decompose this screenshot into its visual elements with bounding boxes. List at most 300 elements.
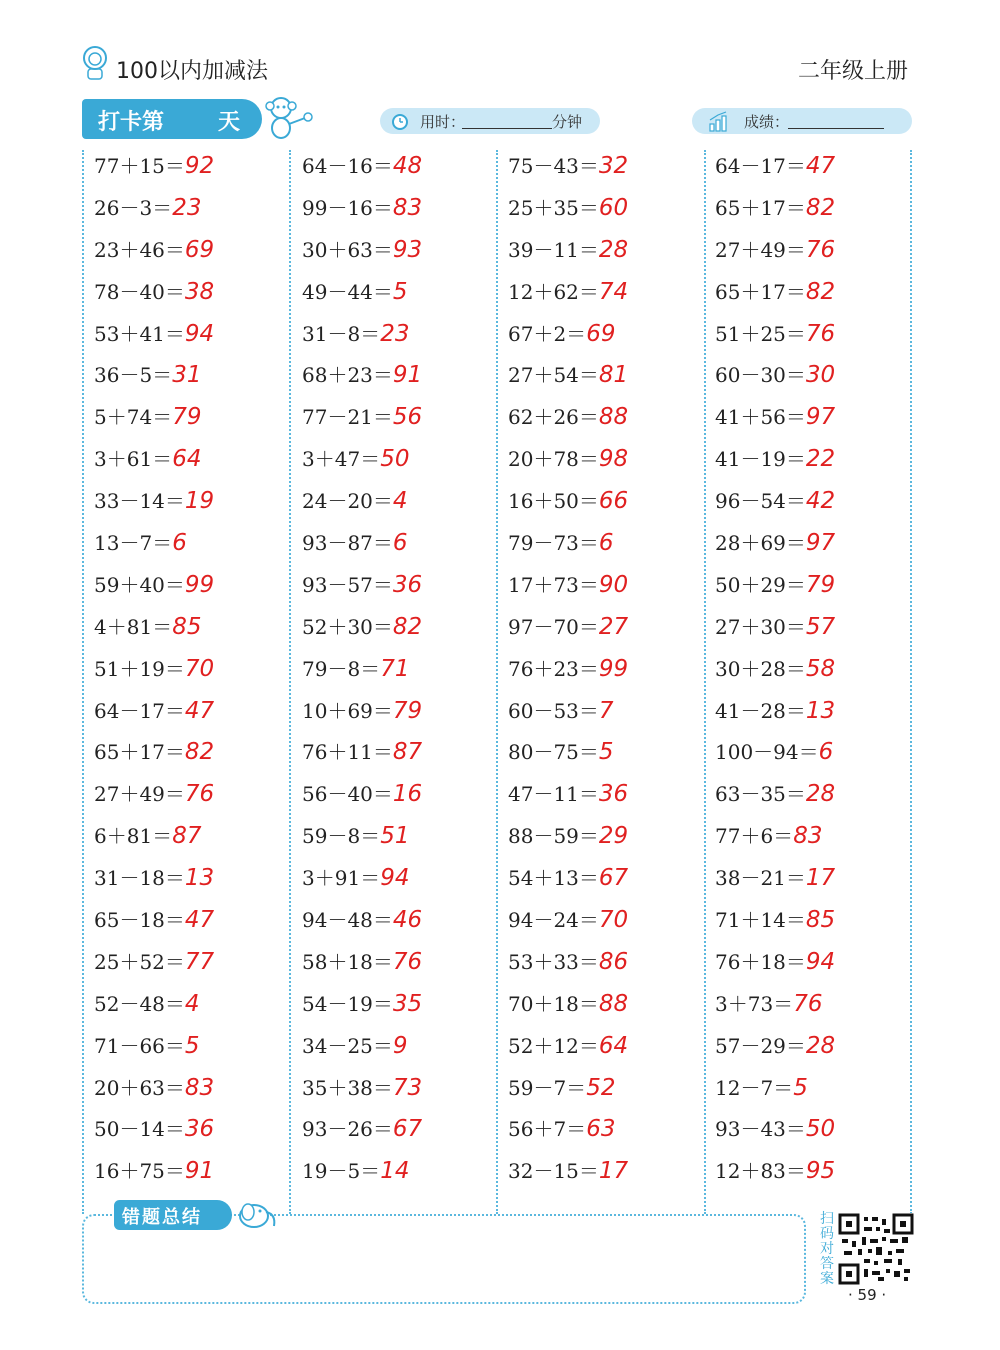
handwritten-answer: 6 bbox=[598, 530, 614, 557]
handwritten-answer: 97 bbox=[805, 530, 836, 557]
problem-equation: 35＋38＝ bbox=[302, 1075, 393, 1100]
problem-row bbox=[715, 355, 915, 397]
problem-equation: 94－48＝ bbox=[302, 908, 393, 933]
handwritten-answer: 50 bbox=[380, 446, 410, 473]
problem-equation: 27＋49＝ bbox=[715, 237, 806, 262]
problem-equation: 20＋63＝ bbox=[94, 1075, 185, 1100]
grade-label: 二年级上册 bbox=[797, 59, 908, 84]
problem-row bbox=[94, 439, 294, 481]
handwritten-answer: 28 bbox=[598, 236, 629, 263]
problem-row bbox=[508, 481, 708, 523]
problem-row bbox=[715, 314, 915, 356]
problem-row bbox=[508, 355, 708, 397]
problem-row bbox=[302, 816, 502, 858]
problem-equation: 3＋61＝ bbox=[94, 447, 173, 472]
problem-column-4 bbox=[715, 146, 915, 1193]
handwritten-answer: 60 bbox=[598, 194, 629, 221]
problem-row bbox=[508, 272, 708, 314]
problem-equation: 12－7＝ bbox=[715, 1075, 794, 1100]
problem-equation: 13－7＝ bbox=[94, 531, 173, 556]
problem-equation: 76＋18＝ bbox=[715, 949, 806, 974]
problem-row bbox=[715, 272, 915, 314]
handwritten-answer: 91 bbox=[392, 362, 423, 389]
book-title: 100以内加减法 bbox=[116, 59, 268, 84]
handwritten-answer: 6 bbox=[172, 530, 187, 557]
problem-column-1 bbox=[94, 146, 294, 1193]
checkin-banner bbox=[82, 99, 262, 139]
problem-equation: 3＋91＝ bbox=[302, 866, 381, 891]
problem-equation: 3＋73＝ bbox=[715, 991, 794, 1016]
problem-row bbox=[302, 649, 502, 691]
problem-equation: 68＋23＝ bbox=[302, 363, 393, 388]
handwritten-answer: 88 bbox=[598, 990, 629, 1017]
handwritten-answer: 4 bbox=[184, 990, 200, 1017]
handwritten-answer: 31 bbox=[172, 362, 202, 389]
problem-equation: 3＋47＝ bbox=[302, 447, 381, 472]
handwritten-answer: 92 bbox=[184, 153, 215, 179]
problem-row bbox=[302, 732, 502, 774]
handwritten-answer: 28 bbox=[805, 781, 836, 808]
problem-equation: 50－14＝ bbox=[94, 1117, 185, 1142]
handwritten-answer: 13 bbox=[805, 697, 836, 724]
handwritten-answer: 67 bbox=[598, 865, 629, 892]
handwritten-answer: 94 bbox=[805, 948, 836, 975]
problem-row bbox=[302, 1068, 502, 1110]
problem-equation: 59－7＝ bbox=[508, 1075, 587, 1100]
handwritten-answer: 19 bbox=[184, 488, 215, 515]
handwritten-answer: 7 bbox=[598, 697, 614, 724]
problem-row bbox=[715, 607, 915, 649]
problem-row bbox=[94, 984, 294, 1026]
problem-row bbox=[715, 1151, 915, 1193]
page-number: · 59 · bbox=[848, 1286, 887, 1304]
problem-row bbox=[715, 230, 915, 272]
handwritten-answer: 74 bbox=[598, 278, 629, 305]
score-label: 成绩： bbox=[744, 113, 790, 131]
problem-equation: 38－21＝ bbox=[715, 866, 806, 891]
handwritten-answer: 94 bbox=[184, 320, 215, 347]
handwritten-answer: 5 bbox=[598, 739, 614, 766]
problem-equation: 71＋14＝ bbox=[715, 908, 806, 933]
problem-row bbox=[94, 1109, 294, 1151]
handwritten-answer: 88 bbox=[598, 404, 629, 431]
problem-row bbox=[302, 607, 502, 649]
problem-equation: 60－30＝ bbox=[715, 363, 806, 388]
time-unit: 分钟 bbox=[552, 113, 583, 131]
handwritten-answer: 23 bbox=[380, 320, 410, 347]
problem-row bbox=[508, 1026, 708, 1068]
problem-row bbox=[508, 439, 708, 481]
problem-row bbox=[508, 1068, 708, 1110]
handwritten-answer: 71 bbox=[380, 655, 410, 682]
handwritten-answer: 35 bbox=[392, 990, 423, 1017]
handwritten-answer: 66 bbox=[598, 488, 629, 515]
problem-row bbox=[715, 649, 915, 691]
problem-equation: 17＋73＝ bbox=[508, 572, 599, 597]
problem-equation: 24－20＝ bbox=[302, 489, 393, 514]
problem-equation: 52＋30＝ bbox=[302, 614, 393, 639]
alarm-clock-icon bbox=[390, 111, 410, 131]
problem-row bbox=[508, 984, 708, 1026]
handwritten-answer: 50 bbox=[805, 1116, 836, 1143]
problem-row bbox=[508, 649, 708, 691]
problem-equation: 56－40＝ bbox=[302, 782, 393, 807]
problem-equation: 16＋75＝ bbox=[94, 1159, 185, 1184]
problem-row bbox=[94, 1026, 294, 1068]
problem-row bbox=[508, 314, 708, 356]
lion-icon bbox=[80, 44, 110, 80]
problem-equation: 93－87＝ bbox=[302, 531, 393, 556]
problem-equation: 65－18＝ bbox=[94, 908, 185, 933]
problem-equation: 80－75＝ bbox=[508, 740, 599, 765]
handwritten-answer: 86 bbox=[598, 948, 629, 975]
handwritten-answer: 76 bbox=[805, 320, 836, 347]
handwritten-answer: 69 bbox=[184, 236, 215, 263]
problem-equation: 76＋11＝ bbox=[302, 740, 393, 765]
problem-row bbox=[94, 691, 294, 733]
handwritten-answer: 42 bbox=[805, 488, 836, 515]
problem-equation: 78－40＝ bbox=[94, 279, 185, 304]
handwritten-answer: 76 bbox=[392, 948, 423, 975]
problem-equation: 10＋69＝ bbox=[302, 698, 393, 723]
problem-column-2 bbox=[302, 146, 502, 1193]
problem-equation: 27＋30＝ bbox=[715, 614, 806, 639]
handwritten-answer: 73 bbox=[392, 1074, 423, 1101]
problem-row bbox=[508, 1151, 708, 1193]
problem-equation: 54＋13＝ bbox=[508, 866, 599, 891]
problem-row bbox=[715, 900, 915, 942]
handwritten-answer: 4 bbox=[392, 488, 408, 515]
problem-row bbox=[715, 146, 915, 188]
problem-row bbox=[94, 230, 294, 272]
handwritten-answer: 17 bbox=[805, 865, 836, 892]
problem-equation: 53＋41＝ bbox=[94, 321, 185, 346]
problem-equation: 12＋83＝ bbox=[715, 1159, 806, 1184]
handwritten-answer: 36 bbox=[598, 781, 629, 808]
problem-row bbox=[508, 942, 708, 984]
problem-equation: 6＋81＝ bbox=[94, 824, 173, 849]
checkin-label-right: 天 bbox=[218, 110, 241, 135]
problem-row bbox=[302, 314, 502, 356]
problem-row bbox=[94, 732, 294, 774]
handwritten-answer: 64 bbox=[172, 446, 202, 473]
problem-column-3 bbox=[508, 146, 708, 1193]
problem-row bbox=[94, 858, 294, 900]
problem-equation: 76＋23＝ bbox=[508, 656, 599, 681]
handwritten-answer: 85 bbox=[805, 907, 836, 934]
problem-equation: 75－43＝ bbox=[508, 154, 599, 178]
problem-row bbox=[715, 439, 915, 481]
problem-row bbox=[302, 523, 502, 565]
problem-equation: 52－48＝ bbox=[94, 991, 185, 1016]
handwritten-answer: 69 bbox=[586, 320, 616, 347]
problem-equation: 56＋7＝ bbox=[508, 1117, 587, 1142]
problem-equation: 60－53＝ bbox=[508, 698, 599, 723]
monkey-icon bbox=[255, 94, 315, 142]
handwritten-answer: 29 bbox=[598, 823, 629, 850]
problem-row bbox=[302, 481, 502, 523]
problem-row bbox=[508, 732, 708, 774]
handwritten-answer: 23 bbox=[172, 194, 202, 221]
problem-row bbox=[302, 984, 502, 1026]
problem-equation: 88－59＝ bbox=[508, 824, 599, 849]
problem-equation: 64－16＝ bbox=[302, 154, 393, 178]
problem-row bbox=[302, 355, 502, 397]
handwritten-answer: 76 bbox=[805, 236, 836, 263]
problem-equation: 31－8＝ bbox=[302, 321, 381, 346]
problem-equation: 20＋78＝ bbox=[508, 447, 599, 472]
problem-row bbox=[94, 816, 294, 858]
problem-equation: 41＋56＝ bbox=[715, 405, 806, 430]
handwritten-answer: 67 bbox=[392, 1116, 423, 1143]
handwritten-answer: 81 bbox=[598, 362, 629, 389]
problem-equation: 27＋54＝ bbox=[508, 363, 599, 388]
problem-equation: 79－8＝ bbox=[302, 656, 381, 681]
handwritten-answer: 99 bbox=[598, 655, 629, 682]
handwritten-answer: 70 bbox=[184, 655, 215, 682]
problem-row bbox=[715, 858, 915, 900]
handwritten-answer: 87 bbox=[392, 739, 423, 766]
problem-row bbox=[715, 732, 915, 774]
problem-equation: 65＋17＝ bbox=[94, 740, 185, 765]
handwritten-answer: 63 bbox=[586, 1116, 616, 1143]
problem-row bbox=[715, 774, 915, 816]
problem-row bbox=[302, 188, 502, 230]
problem-row bbox=[508, 188, 708, 230]
handwritten-answer: 52 bbox=[586, 1074, 616, 1101]
handwritten-answer: 76 bbox=[793, 990, 823, 1017]
problem-row bbox=[94, 314, 294, 356]
handwritten-answer: 14 bbox=[380, 1158, 410, 1185]
problem-row bbox=[508, 607, 708, 649]
problem-row bbox=[94, 565, 294, 607]
problem-equation: 59－8＝ bbox=[302, 824, 381, 849]
problem-row bbox=[94, 188, 294, 230]
handwritten-answer: 5 bbox=[392, 278, 408, 305]
problem-row bbox=[508, 816, 708, 858]
handwritten-answer: 5 bbox=[793, 1074, 808, 1101]
problem-equation: 93－43＝ bbox=[715, 1117, 806, 1142]
problem-row bbox=[94, 774, 294, 816]
problem-row bbox=[715, 984, 915, 1026]
problem-row bbox=[302, 1109, 502, 1151]
problem-equation: 32－15＝ bbox=[508, 1159, 599, 1184]
handwritten-answer: 48 bbox=[392, 153, 423, 179]
problem-row bbox=[508, 565, 708, 607]
handwritten-answer: 93 bbox=[392, 236, 423, 263]
problem-equation: 47－11＝ bbox=[508, 782, 599, 807]
problem-row bbox=[94, 900, 294, 942]
problem-row bbox=[94, 523, 294, 565]
problem-row bbox=[302, 565, 502, 607]
handwritten-answer: 87 bbox=[172, 823, 202, 850]
problem-row bbox=[302, 858, 502, 900]
problem-equation: 100－94＝ bbox=[715, 740, 819, 765]
problem-row bbox=[715, 1068, 915, 1110]
handwritten-answer: 98 bbox=[598, 446, 629, 473]
handwritten-answer: 91 bbox=[184, 1158, 215, 1185]
problem-equation: 64－17＝ bbox=[715, 154, 806, 178]
problem-equation: 77－21＝ bbox=[302, 405, 393, 430]
handwritten-answer: 95 bbox=[805, 1158, 836, 1185]
handwritten-answer: 28 bbox=[805, 1032, 836, 1059]
handwritten-answer: 83 bbox=[184, 1074, 215, 1101]
problem-equation: 27＋49＝ bbox=[94, 782, 185, 807]
problem-equation: 54－19＝ bbox=[302, 991, 393, 1016]
problem-equation: 30＋28＝ bbox=[715, 656, 806, 681]
problem-row bbox=[302, 230, 502, 272]
problem-equation: 39－11＝ bbox=[508, 237, 599, 262]
handwritten-answer: 70 bbox=[598, 907, 629, 934]
handwritten-answer: 47 bbox=[184, 697, 215, 724]
problem-equation: 28＋69＝ bbox=[715, 531, 806, 556]
time-blank[interactable] bbox=[462, 128, 552, 129]
problem-equation: 41－28＝ bbox=[715, 698, 806, 723]
handwritten-answer: 99 bbox=[184, 571, 215, 598]
problem-row bbox=[302, 397, 502, 439]
problem-equation: 26－3＝ bbox=[94, 195, 173, 220]
problem-row bbox=[94, 942, 294, 984]
problem-equation: 93－57＝ bbox=[302, 572, 393, 597]
problem-equation: 79－73＝ bbox=[508, 531, 599, 556]
handwritten-answer: 47 bbox=[184, 907, 215, 934]
handwritten-answer: 27 bbox=[598, 613, 629, 640]
problem-equation: 77＋15＝ bbox=[94, 154, 185, 178]
handwritten-answer: 79 bbox=[392, 697, 423, 724]
problem-row bbox=[715, 565, 915, 607]
problem-equation: 58＋18＝ bbox=[302, 949, 393, 974]
score-field bbox=[692, 108, 912, 134]
problem-row bbox=[508, 691, 708, 733]
problem-row bbox=[94, 607, 294, 649]
problem-row bbox=[94, 481, 294, 523]
problem-row bbox=[508, 858, 708, 900]
problem-equation: 41－19＝ bbox=[715, 447, 806, 472]
handwritten-answer: 82 bbox=[184, 739, 215, 766]
handwritten-answer: 85 bbox=[172, 613, 202, 640]
problem-equation: 16＋50＝ bbox=[508, 489, 599, 514]
handwritten-answer: 79 bbox=[172, 404, 202, 431]
handwritten-answer: 90 bbox=[598, 571, 629, 598]
problem-equation: 65＋17＝ bbox=[715, 279, 806, 304]
problem-equation: 96－54＝ bbox=[715, 489, 806, 514]
problem-equation: 30＋63＝ bbox=[302, 237, 393, 262]
problem-equation: 94－24＝ bbox=[508, 908, 599, 933]
scan-label: 扫码对答案 bbox=[820, 1211, 834, 1287]
problem-equation: 71－66＝ bbox=[94, 1033, 185, 1058]
handwritten-answer: 16 bbox=[392, 781, 423, 808]
checkin-label-left: 打卡第 bbox=[98, 110, 165, 135]
handwritten-answer: 5 bbox=[184, 1032, 200, 1059]
problem-row bbox=[94, 146, 294, 188]
problem-row bbox=[715, 691, 915, 733]
handwritten-answer: 82 bbox=[805, 194, 836, 221]
problem-equation: 62＋26＝ bbox=[508, 405, 599, 430]
problem-row bbox=[715, 816, 915, 858]
handwritten-answer: 47 bbox=[805, 153, 836, 179]
problem-row bbox=[302, 691, 502, 733]
problem-row bbox=[715, 397, 915, 439]
handwritten-answer: 76 bbox=[184, 781, 215, 808]
handwritten-answer: 83 bbox=[793, 823, 823, 850]
handwritten-answer: 94 bbox=[380, 865, 410, 892]
problem-equation: 65＋17＝ bbox=[715, 195, 806, 220]
problem-row bbox=[94, 649, 294, 691]
handwritten-answer: 51 bbox=[380, 823, 410, 850]
problem-row bbox=[94, 272, 294, 314]
qr-code-icon[interactable] bbox=[838, 1213, 914, 1285]
handwritten-answer: 22 bbox=[805, 446, 836, 473]
problem-equation: 63－35＝ bbox=[715, 782, 806, 807]
problem-row bbox=[94, 1068, 294, 1110]
problem-equation: 50＋29＝ bbox=[715, 572, 806, 597]
problem-equation: 34－25＝ bbox=[302, 1033, 393, 1058]
handwritten-answer: 36 bbox=[184, 1116, 215, 1143]
problem-row bbox=[508, 230, 708, 272]
problem-row bbox=[508, 146, 708, 188]
problem-row bbox=[94, 355, 294, 397]
handwritten-answer: 38 bbox=[184, 278, 215, 305]
handwritten-answer: 36 bbox=[392, 571, 423, 598]
problem-row bbox=[302, 1026, 502, 1068]
handwritten-answer: 9 bbox=[392, 1032, 408, 1059]
problem-equation: 36－5＝ bbox=[94, 363, 173, 388]
problem-equation: 97－70＝ bbox=[508, 614, 599, 639]
problem-row bbox=[715, 942, 915, 984]
problem-row bbox=[715, 481, 915, 523]
elephant-icon bbox=[232, 1196, 280, 1232]
handwritten-answer: 56 bbox=[392, 404, 423, 431]
problem-equation: 51＋25＝ bbox=[715, 321, 806, 346]
bar-chart-icon bbox=[708, 110, 732, 132]
problem-equation: 5＋74＝ bbox=[94, 405, 173, 430]
handwritten-answer: 30 bbox=[805, 362, 836, 389]
handwritten-answer: 82 bbox=[805, 278, 836, 305]
handwritten-answer: 32 bbox=[598, 153, 629, 179]
handwritten-answer: 6 bbox=[392, 530, 408, 557]
problem-row bbox=[508, 523, 708, 565]
handwritten-answer: 13 bbox=[184, 865, 215, 892]
problem-row bbox=[715, 1109, 915, 1151]
problem-row bbox=[94, 397, 294, 439]
problem-row bbox=[94, 1151, 294, 1193]
time-label: 用时： bbox=[420, 113, 466, 131]
problem-equation: 31－18＝ bbox=[94, 866, 185, 891]
problem-equation: 49－44＝ bbox=[302, 279, 393, 304]
handwritten-answer: 77 bbox=[184, 948, 215, 975]
problem-equation: 4＋81＝ bbox=[94, 614, 173, 639]
problem-row bbox=[715, 1026, 915, 1068]
handwritten-answer: 64 bbox=[598, 1032, 629, 1059]
problem-row bbox=[302, 146, 502, 188]
handwritten-answer: 58 bbox=[805, 655, 836, 682]
problem-row bbox=[302, 439, 502, 481]
problem-equation: 12＋62＝ bbox=[508, 279, 599, 304]
problem-equation: 59＋40＝ bbox=[94, 572, 185, 597]
problem-equation: 64－17＝ bbox=[94, 698, 185, 723]
problem-row bbox=[302, 1151, 502, 1193]
problem-row bbox=[508, 774, 708, 816]
problem-row bbox=[715, 523, 915, 565]
problem-row bbox=[302, 272, 502, 314]
problem-row bbox=[302, 942, 502, 984]
problem-equation: 52＋12＝ bbox=[508, 1033, 599, 1058]
handwritten-answer: 97 bbox=[805, 404, 836, 431]
handwritten-answer: 57 bbox=[805, 613, 836, 640]
problem-equation: 57－29＝ bbox=[715, 1033, 806, 1058]
problem-equation: 25＋52＝ bbox=[94, 949, 185, 974]
score-blank[interactable] bbox=[788, 128, 884, 129]
